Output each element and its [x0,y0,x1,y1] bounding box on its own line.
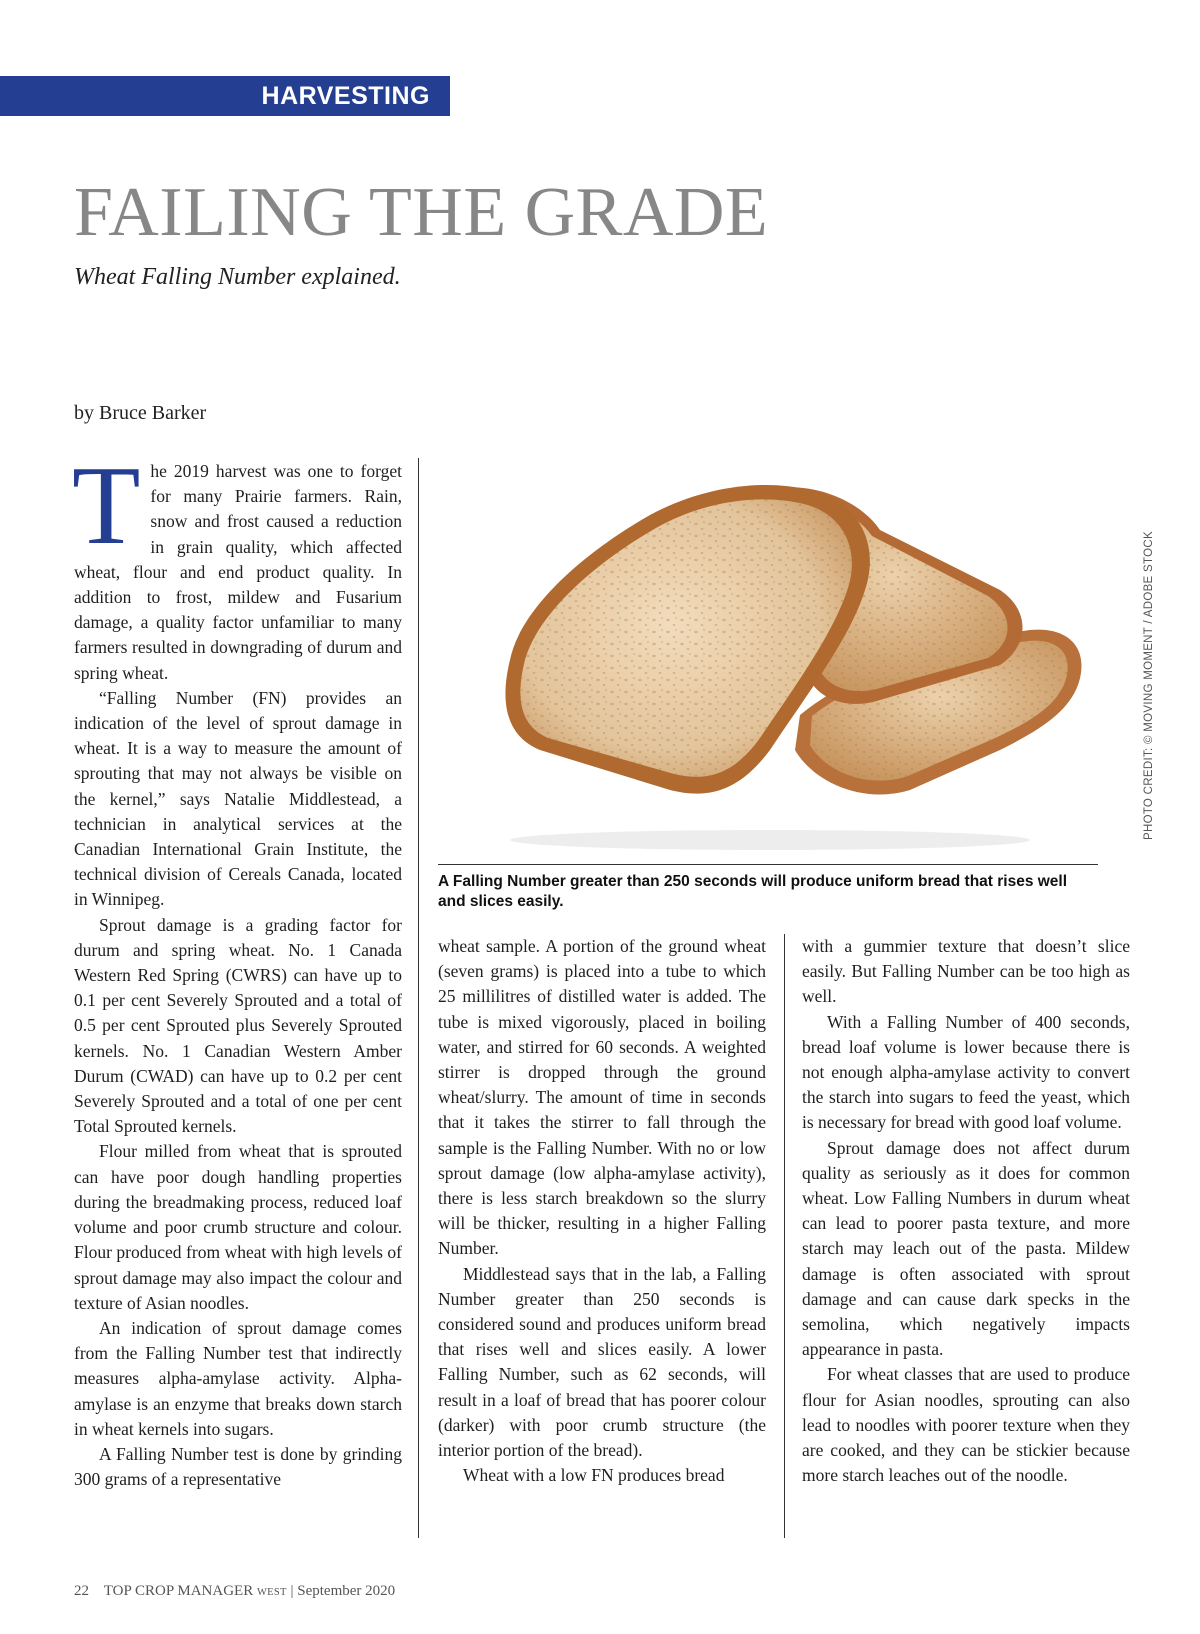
paragraph: With a Falling Number of 400 seconds, bread loaf volume is lower because there is not enough alpha-amylase activity to convert the starch into sugars to feed the yeast, which is necessary for bread with good loaf volume. [802,1011,1130,1133]
section-label: HARVESTING [261,81,430,110]
byline: by Bruce Barker [74,402,207,424]
photo-credit: PHOTO CREDIT: © MOVING MOMENT / ADOBE STOCK [1143,531,1155,840]
dek-subtitle: Wheat Falling Number explained. [74,264,401,290]
photo-caption: A Falling Number greater than 250 seconds will produce uniform bread that rises well and slices easily. [438,873,1068,910]
column-divider [418,458,419,1538]
paragraph: Sprout damage does not affect durum quality as seriously as it does for common wheat. Low Falling Numbers in durum wheat can lead to poorer pasta texture, and more starch may leach out of the pasta. Mildew damage is often associated with sprout damage and can cause dark specks in the semolina, which negatively impacts appearance in pasta. [802,1137,1130,1360]
article-column-1 [72,444,402,1492]
article-column-3 [802,934,1130,1488]
magazine-edition: WEST [256,1587,287,1598]
paragraph-text: he 2019 harvest was one to forget for many Prairie farmers. Rain, snow and frost caused a reduction in grain quality, which affected wheat, flour and end product quality. In addition to frost, mildew and Fusarium damage, a quality factor unfamiliar to many farmers resulted in downgrading of durum and spring wheat. [74,461,402,683]
paragraph: Wheat with a low FN produces bread [463,1465,725,1486]
article-column-2 [438,934,766,1488]
section-tab [0,76,450,116]
bread-slices-illustration [440,460,1120,860]
paragraph: wheat sample. A portion of the ground wheat (seven grams) is placed into a tube to which 25 millilitres of distilled water is added. The tube is mixed vigorously, placed in boiling water, and stirred for 60 seconds. A weighted stirrer is dropped through the ground wheat/slurry. The amount of time in seconds that it takes the stirrer to fall through the sample is the Falling Number. With no or low sprout damage (low alpha-amylase activity), there is less starch breakdown so the slurry will be thicker, resulting in a higher Falling Number. [438,936,766,1259]
issue-date: | September 2020 [290,1583,396,1599]
drop-cap: T [72,444,141,568]
paragraph: Middlestead says that in the lab, a Falling Number greater than 250 seconds is considered sound and produces uniform bread that rises well and slices easily. A lower Falling Number, such as 62 seconds, will result in a loaf of bread that has poorer colour (darker) with poor crumb structure (the interior portion of the bread). [438,1263,766,1461]
magazine-name: TOP CROP MANAGER [103,1583,254,1599]
paragraph [72,444,402,686]
page-number: 22 [74,1583,89,1599]
column-divider [784,934,785,1538]
paragraph: “Falling Number (FN) provides an indication of the level of sprout damage in wheat. It is a way to measure the amount of sprouting that may not always be visible on the kernel,” says Natalie Middlestead, a technician in analytical services at the Canadian International Grain Institute, the technical division of Cereals Canada, located in Winnipeg. [74,687,402,910]
paragraph: Flour milled from wheat that is sprouted can have poor dough handling properties during the breadmaking process, reduced loaf volume and poor crumb structure and colour. Flour produced from wheat with high levels of sprout damage may also impact the colour and texture of Asian noodles. [74,1141,402,1313]
bread-photo [440,460,1120,860]
paragraph: Sprout damage is a grading factor for durum and spring wheat. No. 1 Canada Western Red Spring (CWRS) can have up to 0.1 per cent Severely Sprouted and a total of 0.5 per cent Sprouted plus Severely Sprouted kernels. No. 1 Canadian Western Amber Durum (CWAD) can have up to 0.2 per cent Severely Sprouted and a total of one per cent Total Sprouted kernels. [74,914,402,1137]
paragraph: A Falling Number test is done by grinding 300 grams of a representative [74,1443,402,1490]
paragraph: with a gummier texture that doesn’t slice easily. But Falling Number can be too high as well. [802,936,1130,1007]
page-folio [74,1583,395,1600]
paragraph: An indication of sprout damage comes from the Falling Number test that indirectly measures alpha-amylase activity. Alpha-amylase is an enzyme that breaks down starch in wheat kernels into sugars. [74,1317,402,1439]
paragraph: For wheat classes that are used to produce flour for Asian noodles, sprouting can also lead to noodles with poorer texture when they are cooked, and they can be stickier because more starch leaches out of the noodle. [802,1364,1130,1486]
headline: FAILING THE GRADE [74,174,769,251]
caption-rule [438,864,1098,865]
